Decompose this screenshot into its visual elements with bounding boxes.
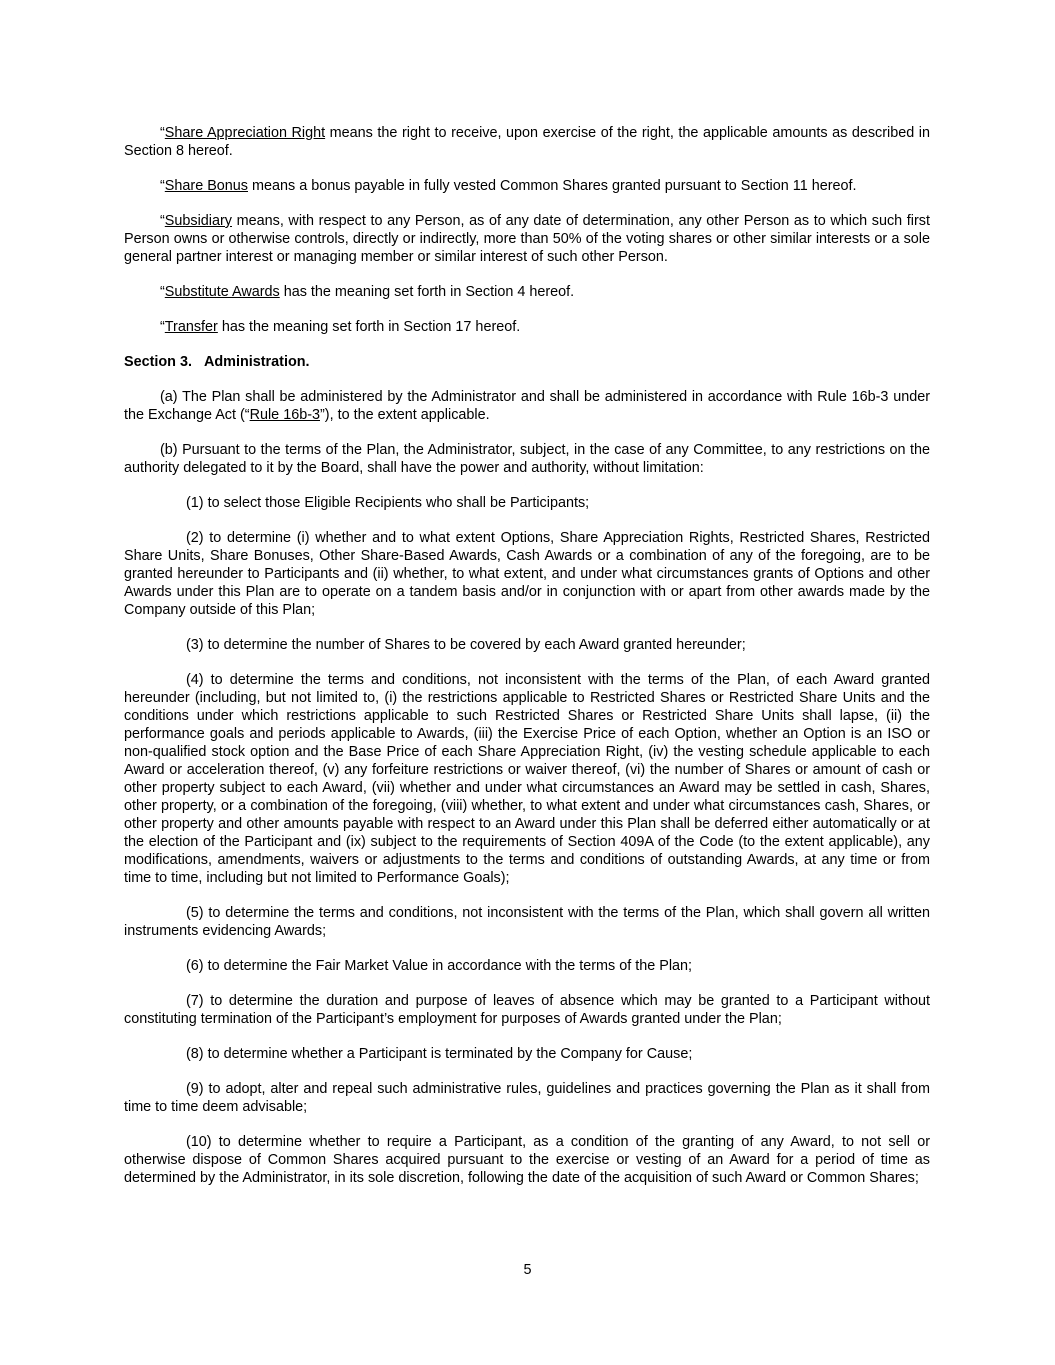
section-number: Section 3.: [124, 354, 192, 370]
list-item: (8) to determine whether a Participant is terminated by the Company for Cause;: [186, 1046, 693, 1062]
defined-term: Subsidiary: [164, 213, 232, 229]
page-number: 5: [523, 1262, 532, 1278]
section-title: Administration.: [203, 354, 310, 370]
paragraph-a-text-end: ”), to the extent applicable.: [320, 407, 490, 423]
list-item: (7) to determine the duration and purpose of leaves of absence which may be granted to a Participant without constituting termination of the Participant’s employment for purposes of Awards granted under the Plan;: [124, 993, 930, 1027]
section-heading: [124, 353, 930, 371]
list-item: (2) to determine (i) whether and to what extent Options, Share Appreciation Rights, Restricted Shares, Restricted Share Units, Share Bonuses, Other Share-Based Awards, Cash Awards or a combination of any of the foregoing, are to be granted hereunder to Participants and (ii) whether, to what extent, and under what circumstances grants of Options and other Awards under this Plan are to operate on a tandem basis and/or in conjunction with or apart from other awards made by the Company outside of this Plan;: [124, 530, 930, 618]
list-item: (1) to select those Eligible Recipients who shall be Participants;: [186, 495, 590, 511]
list-item: (3) to determine the number of Shares to be covered by each Award granted hereunder;: [186, 637, 746, 653]
document-page: [124, 124, 930, 1204]
defined-term: Share Bonus: [164, 178, 248, 194]
definition-share-appreciation-right: “Share Appreciation Right means the right to receive, upon exercise of the right, the applicable amounts as described in Section 8 hereof.: [124, 125, 930, 159]
definition-transfer: “Transfer has the meaning set forth in Section 17 hereof.: [160, 319, 521, 335]
definition-substitute-awards: “Substitute Awards has the meaning set forth in Section 4 hereof.: [160, 284, 575, 300]
definition-text: means a bonus payable in fully vested Common Shares granted pursuant to Section 11 hereof.: [248, 178, 857, 194]
definition-text: means the right to receive, upon exercise of the right, the applicable amounts as described in Section 8 hereof.: [124, 125, 930, 159]
paragraph-a-text: (a) The Plan shall be administered by the Administrator and shall be administered in accordance with Rule 16b-3 under the Exchange Act (“: [124, 389, 930, 423]
defined-term: Rule 16b-3: [249, 407, 320, 423]
defined-term: Transfer: [164, 319, 218, 335]
list-item: (9) to adopt, alter and repeal such administrative rules, guidelines and practices governing the Plan as it shall from time to time deem advisable;: [124, 1081, 930, 1115]
definition-subsidiary: “Subsidiary means, with respect to any Person, as of any date of determination, any other Person as to which such first Person owns or otherwise controls, directly or indirectly, more than 50% of the voting shares or other similar interests or a sole general partner interest or managing member or similar interest of such other Person.: [124, 213, 930, 265]
defined-term: Substitute Awards: [164, 284, 280, 300]
definition-text: has the meaning set forth in Section 17 hereof.: [217, 319, 521, 335]
paragraph-b: (b) Pursuant to the terms of the Plan, the Administrator, subject, in the case of any Committee, to any restrictions on the authority delegated to it by the Board, shall have the power and authority, without limitation:: [124, 442, 930, 476]
list-item: (5) to determine the terms and conditions, not inconsistent with the terms of the Plan, which shall govern all written instruments evidencing Awards;: [124, 905, 930, 939]
definition-share-bonus: “Share Bonus means a bonus payable in fully vested Common Shares granted pursuant to Section 11 hereof.: [160, 178, 857, 194]
list-item: (4) to determine the terms and conditions, not inconsistent with the terms of the Plan, of each Award granted hereunder (including, but not limited to, (i) the restrictions applicable to Restricted Shares or Restricted Share Units and the conditions under which restrictions applicable to such Restricted Shares or Restricted Share Units shall lapse, (ii) the performance goals and periods applicable to Awards, (iii) the Exercise Price of each Option, whether an Option is an ISO or non-qualified stock option and the Base Price of each Share Appreciation Right, (iv) the vesting schedule applicable to each Award or acceleration thereof, (v) any forfeiture restrictions or waiver thereof, (vi) the number of Shares or amount of cash or other property subject to each Award, (vii) whether and under what circumstances an Award may be settled in cash, Shares, other property, or a combination of the foregoing, (viii) whether, to what extent and under what circumstances cash, Shares, or other property and other amounts payable with respect to an Award under this Plan shall be deferred either automatically or at the election of the Participant and (ix) subject to the requirements of Section 409A of the Code (to the extent applicable), any modifications, amendments, waivers or adjustments to the terms and conditions of outstanding Awards, at any time or from time to time, including but not limited to Performance Goals);: [124, 672, 930, 886]
defined-term: Share Appreciation Right: [164, 125, 326, 141]
list-item: (6) to determine the Fair Market Value in accordance with the terms of the Plan;: [186, 958, 693, 974]
list-item: (10) to determine whether to require a Participant, as a condition of the granting of any Award, to not sell or otherwise dispose of Common Shares acquired pursuant to the exercise or vesting of an Award for a period of time as determined by the Administrator, in its sole discretion, following the date of the acquisition of such Award or Common Shares;: [124, 1134, 930, 1186]
paragraph-a: [124, 388, 930, 424]
definition-text: means, with respect to any Person, as of any date of determination, any other Person as to which such first Person owns or otherwise controls, directly or indirectly, more than 50% of the voting shares or other similar interests or a sole general partner interest or managing member or similar interest of such other Person.: [124, 213, 930, 265]
definition-text: has the meaning set forth in Section 4 hereof.: [279, 284, 575, 300]
